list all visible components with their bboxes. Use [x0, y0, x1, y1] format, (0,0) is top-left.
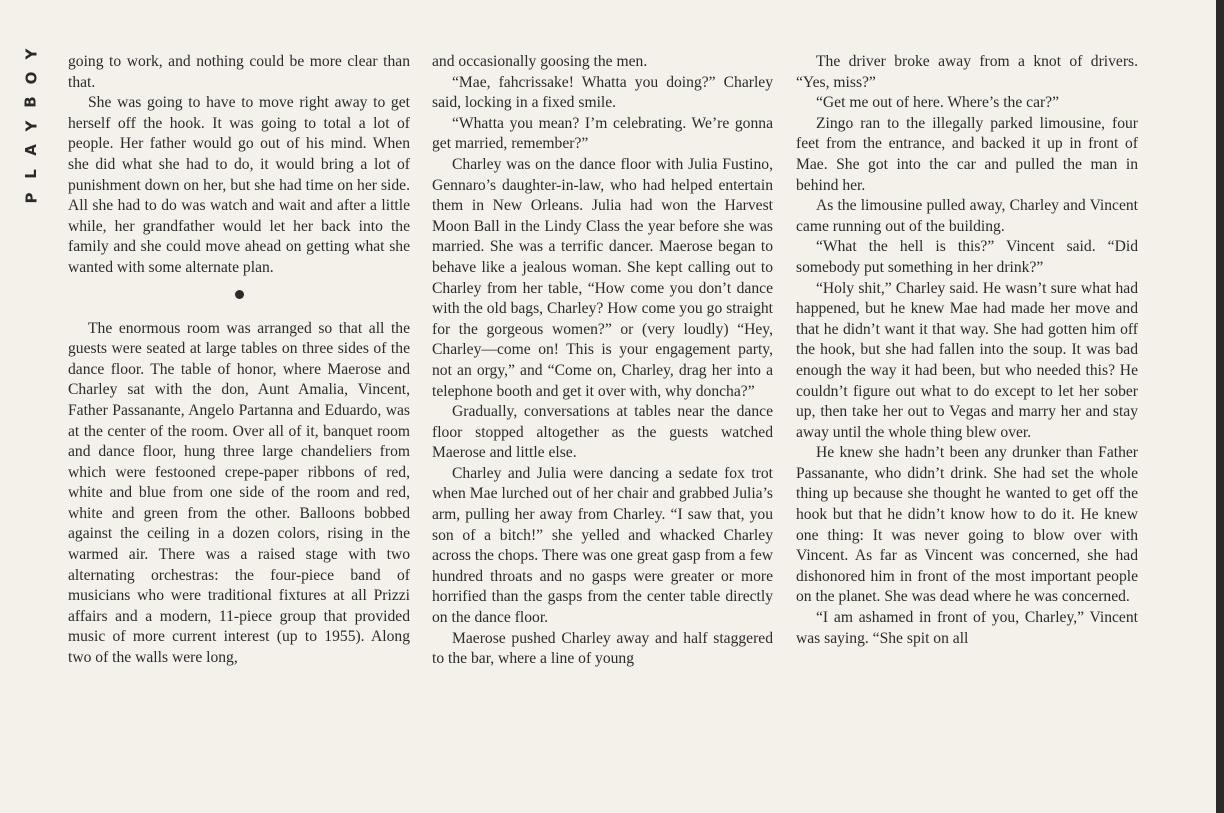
paragraph: The enormous room was arranged so that all the guests were seated at large tables on three sides of the dance floor. The table of honor, where Maerose and Charley sat with the don, Aunt Amalia, Vincent, Father Passanante, Angelo Partanna and Eduardo, was at the center of the room. Over all of it, banquet room and dance floor, hung three large chandeliers from which were festooned crepe-paper ribbons of red, white and blue from one side of the room and red, white and green from the other. Balloons bobbed against the ceiling in a dozen colors, rising in the warmed air. There was a raised stage with two alternating orchestras: the four-piece band of musicians who were traditional fixtures at all Prizzi affairs and a modern, 11-piece group that provided music of more current interest (up to 1955). Along two of the walls were long, [68, 319, 410, 667]
running-head-letter: A [21, 144, 40, 156]
bullet-icon [235, 290, 244, 299]
running-head-letter: Y [22, 120, 40, 132]
text-column-3 [796, 52, 1138, 649]
section-break-bullet [68, 279, 410, 305]
running-head-letter: O [21, 71, 40, 85]
paragraph: and occasionally goosing the men. [432, 53, 648, 70]
running-head-letter: Y [22, 48, 40, 60]
paragraph: Charley was on the dance floor with Julia Fustino, Gennaro’s daughter-in-law, who had helped entertain them in New Orleans. Julia had won the Harvest Moon Ball in the Lindy Class the year before she was married. She was a terrific dancer. Maerose began to behave like a jealous woman. She kept calling out to Charley from her table, “How come you don’t dance with the old bags, Charley? How come you go straight for the gorgeous women?” or (very loudly) “Hey, Charley—come on! This is your engagement party, not an orgy,” and “Come on, Charley, drag her into a telephone booth and get it over with, why doncha?” [432, 155, 773, 400]
paragraph: “Whatta you mean? I’m celebrating. We’re gonna get married, remember?” [432, 114, 773, 153]
running-head-letter: P [22, 192, 40, 204]
paragraph: “Mae, fahcrissake! Whatta you doing?” Charley said, locking in a fixed smile. [432, 73, 773, 112]
paragraph: “Get me out of here. Where’s the car?” [816, 94, 1060, 112]
text-column-1 [68, 52, 410, 669]
paragraph: The driver broke away from a knot of drivers. “Yes, miss?” [796, 53, 1138, 91]
page-edge-shadow [1216, 0, 1224, 813]
spacer [68, 307, 410, 319]
paragraph: He knew she hadn’t been any drunker than Father Passanante, who didn’t drink. She had set the whole thing up because she thought he wanted to get off the hook but that he didn’t know how to do it. He knew one thing: It was never going to blow over with Vincent. As far as Vincent was concerned, she had dishonored him in front of the most important people on the planet. She was dead where he was concerned. [796, 444, 1138, 606]
paragraph: Zingo ran to the illegally parked limousine, four feet from the entrance, and backed it up in front of Mae. She got into the car and pulled the man in behind her. [796, 114, 1138, 194]
running-head-letter: L [22, 169, 40, 179]
paragraph: She was going to have to move right away to get herself off the hook. It was going to total a lot of people. Her father would go out of his mind. When she did what she had to do, it would bring a lot of punishment down on her, but she had time on her side. All she had to do was watch and wait and after a little while, her grandfather would let her back into the family and she could move ahead on getting what she wanted with some alternate plan. [68, 94, 410, 276]
paragraph: Gradually, conversations at tables near the dance floor stopped altogether as the guests watched Maerose and little else. [432, 403, 773, 462]
paragraph: going to work, and nothing could be more clear than that. [68, 53, 410, 91]
text-column-2 [432, 52, 773, 670]
paragraph: Maerose pushed Charley away and half staggered to the bar, where a line of young [432, 629, 773, 668]
running-head [22, 42, 40, 210]
paragraph: “What the hell is this?” Vincent said. “Did somebody put something in her drink?” [796, 238, 1138, 276]
paragraph: “Holy shit,” Charley said. He wasn’t sure what had happened, but he knew Mae had made her move and that he didn’t want it that way. She had gotten him off the hook, but she had fallen into the soup. It was bad enough the way it had been, but who needed this? He couldn’t figure out what to do except to let her sober up, then take her out to Vegas and marry her and stay away until the whole thing blew over. [796, 279, 1138, 441]
paragraph: Charley and Julia were dancing a sedate fox trot when Mae lurched out of her chair and grabbed Julia’s arm, pulling her away from Charley. “I saw that, you son of a bitch!” she yelled and whacked Charley across the chops. There was one great gasp from a few hundred throats and no gasps were greater or more horrified than the gasps from the center table directly on the dance floor. [432, 464, 773, 627]
paragraph: As the limousine pulled away, Charley and Vincent came running out of the building. [796, 197, 1138, 235]
paragraph: “I am ashamed in front of you, Charley,” Vincent was saying. “She spit on all [796, 609, 1138, 647]
running-head-letter: B [22, 96, 40, 108]
